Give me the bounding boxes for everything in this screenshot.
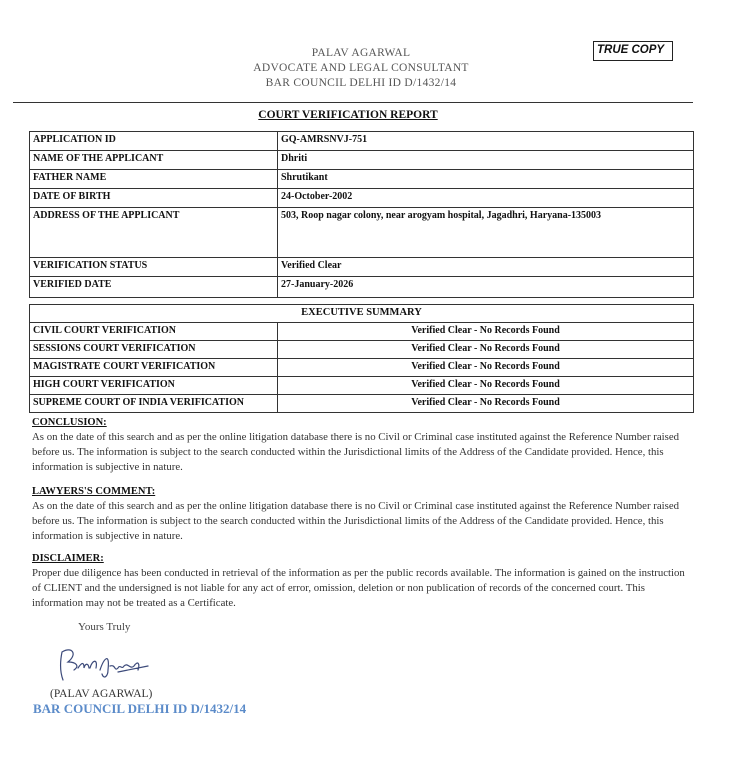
summary-label: SESSIONS COURT VERIFICATION [30,341,278,359]
summary-label: HIGH COURT VERIFICATION [30,377,278,395]
table-row [30,323,694,341]
conclusion-text: As on the date of this search and as per the online litigation database there is no Civil or Criminal case instituted against the Reference Number raised before us. The information is subject to the search conducted within the Jurisdictional limits of the Address of the Candidate provided. Hence, this information is subjective in nature. [32,431,680,473]
advocate-name: PALAV AGARWAL [311,47,411,59]
header-divider [13,102,693,103]
detail-label: APPLICATION ID [30,132,278,151]
summary-status: Verified Clear - No Records Found [278,359,694,377]
summary-title: EXECUTIVE SUMMARY [30,305,694,323]
disclaimer-section [32,551,694,611]
summary-label: MAGISTRATE COURT VERIFICATION [30,359,278,377]
lawyers-comment-title: LAWYERS'S COMMENT: [32,486,156,497]
conclusion-title: CONCLUSION: [32,417,107,428]
table-row [30,258,694,277]
summary-label: CIVIL COURT VERIFICATION [30,323,278,341]
signatory-name: (PALAV AGARWAL) [50,688,153,700]
conclusion-section [32,415,694,475]
detail-value: 24-October-2002 [278,189,694,208]
applicant-details-table [29,131,694,298]
closing-salutation: Yours Truly [78,621,131,633]
table-row [30,305,694,323]
detail-value: 27-January-2026 [278,277,694,298]
signatory-bar-id: BAR COUNCIL DELHI ID D/1432/14 [33,701,247,716]
summary-status: Verified Clear - No Records Found [278,377,694,395]
detail-label: DATE OF BIRTH [30,189,278,208]
detail-value: Verified Clear [278,258,694,277]
table-row [30,377,694,395]
summary-status: Verified Clear - No Records Found [278,395,694,413]
detail-label: VERIFIED DATE [30,277,278,298]
table-row [30,208,694,258]
summary-status: Verified Clear - No Records Found [278,323,694,341]
table-row [30,341,694,359]
disclaimer-title: DISCLAIMER: [32,553,104,564]
advocate-bar-id: BAR COUNCIL DELHI ID D/1432/14 [265,77,457,89]
report-title: COURT VERIFICATION REPORT [258,109,438,121]
table-row [30,359,694,377]
advocate-designation: ADVOCATE AND LEGAL CONSULTANT [253,62,469,74]
lawyers-comment-text: As on the date of this search and as per the online litigation database there is no Civil or Criminal case instituted against the Reference Number raised before us. The information is subject to the search conducted within the Jurisdictional limits of the Address of the Candidate provided. Hence, this information is subjective in nature. [32,500,680,542]
detail-label: VERIFICATION STATUS [30,258,278,277]
detail-label: NAME OF THE APPLICANT [30,151,278,170]
disclaimer-text: Proper due diligence has been conducted in retrieval of the information as per the public records available. The information is gained on the instruction of CLIENT and the undersigned is not liable for any act of error, omission, deletion or non publication of records of the concerned court. This information may not be treated as a Certificate. [32,567,685,609]
detail-value: GQ-AMRSNVJ-751 [278,132,694,151]
table-row [30,170,694,189]
table-row [30,189,694,208]
detail-value: Dhriti [278,151,694,170]
summary-label: SUPREME COURT OF INDIA VERIFICATION [30,395,278,413]
lawyers-comment-section [32,484,694,544]
detail-label: FATHER NAME [30,170,278,189]
table-row [30,395,694,413]
true-copy-stamp: TRUE COPY [593,41,673,61]
summary-status: Verified Clear - No Records Found [278,341,694,359]
detail-label: ADDRESS OF THE APPLICANT [30,208,278,258]
table-row [30,277,694,298]
table-row [30,151,694,170]
executive-summary-table [29,304,694,413]
signature-image [54,640,154,686]
detail-value: Shrutikant [278,170,694,189]
detail-value: 503, Roop nagar colony, near arogyam hospital, Jagadhri, Haryana-135003 [278,208,694,258]
table-row [30,132,694,151]
